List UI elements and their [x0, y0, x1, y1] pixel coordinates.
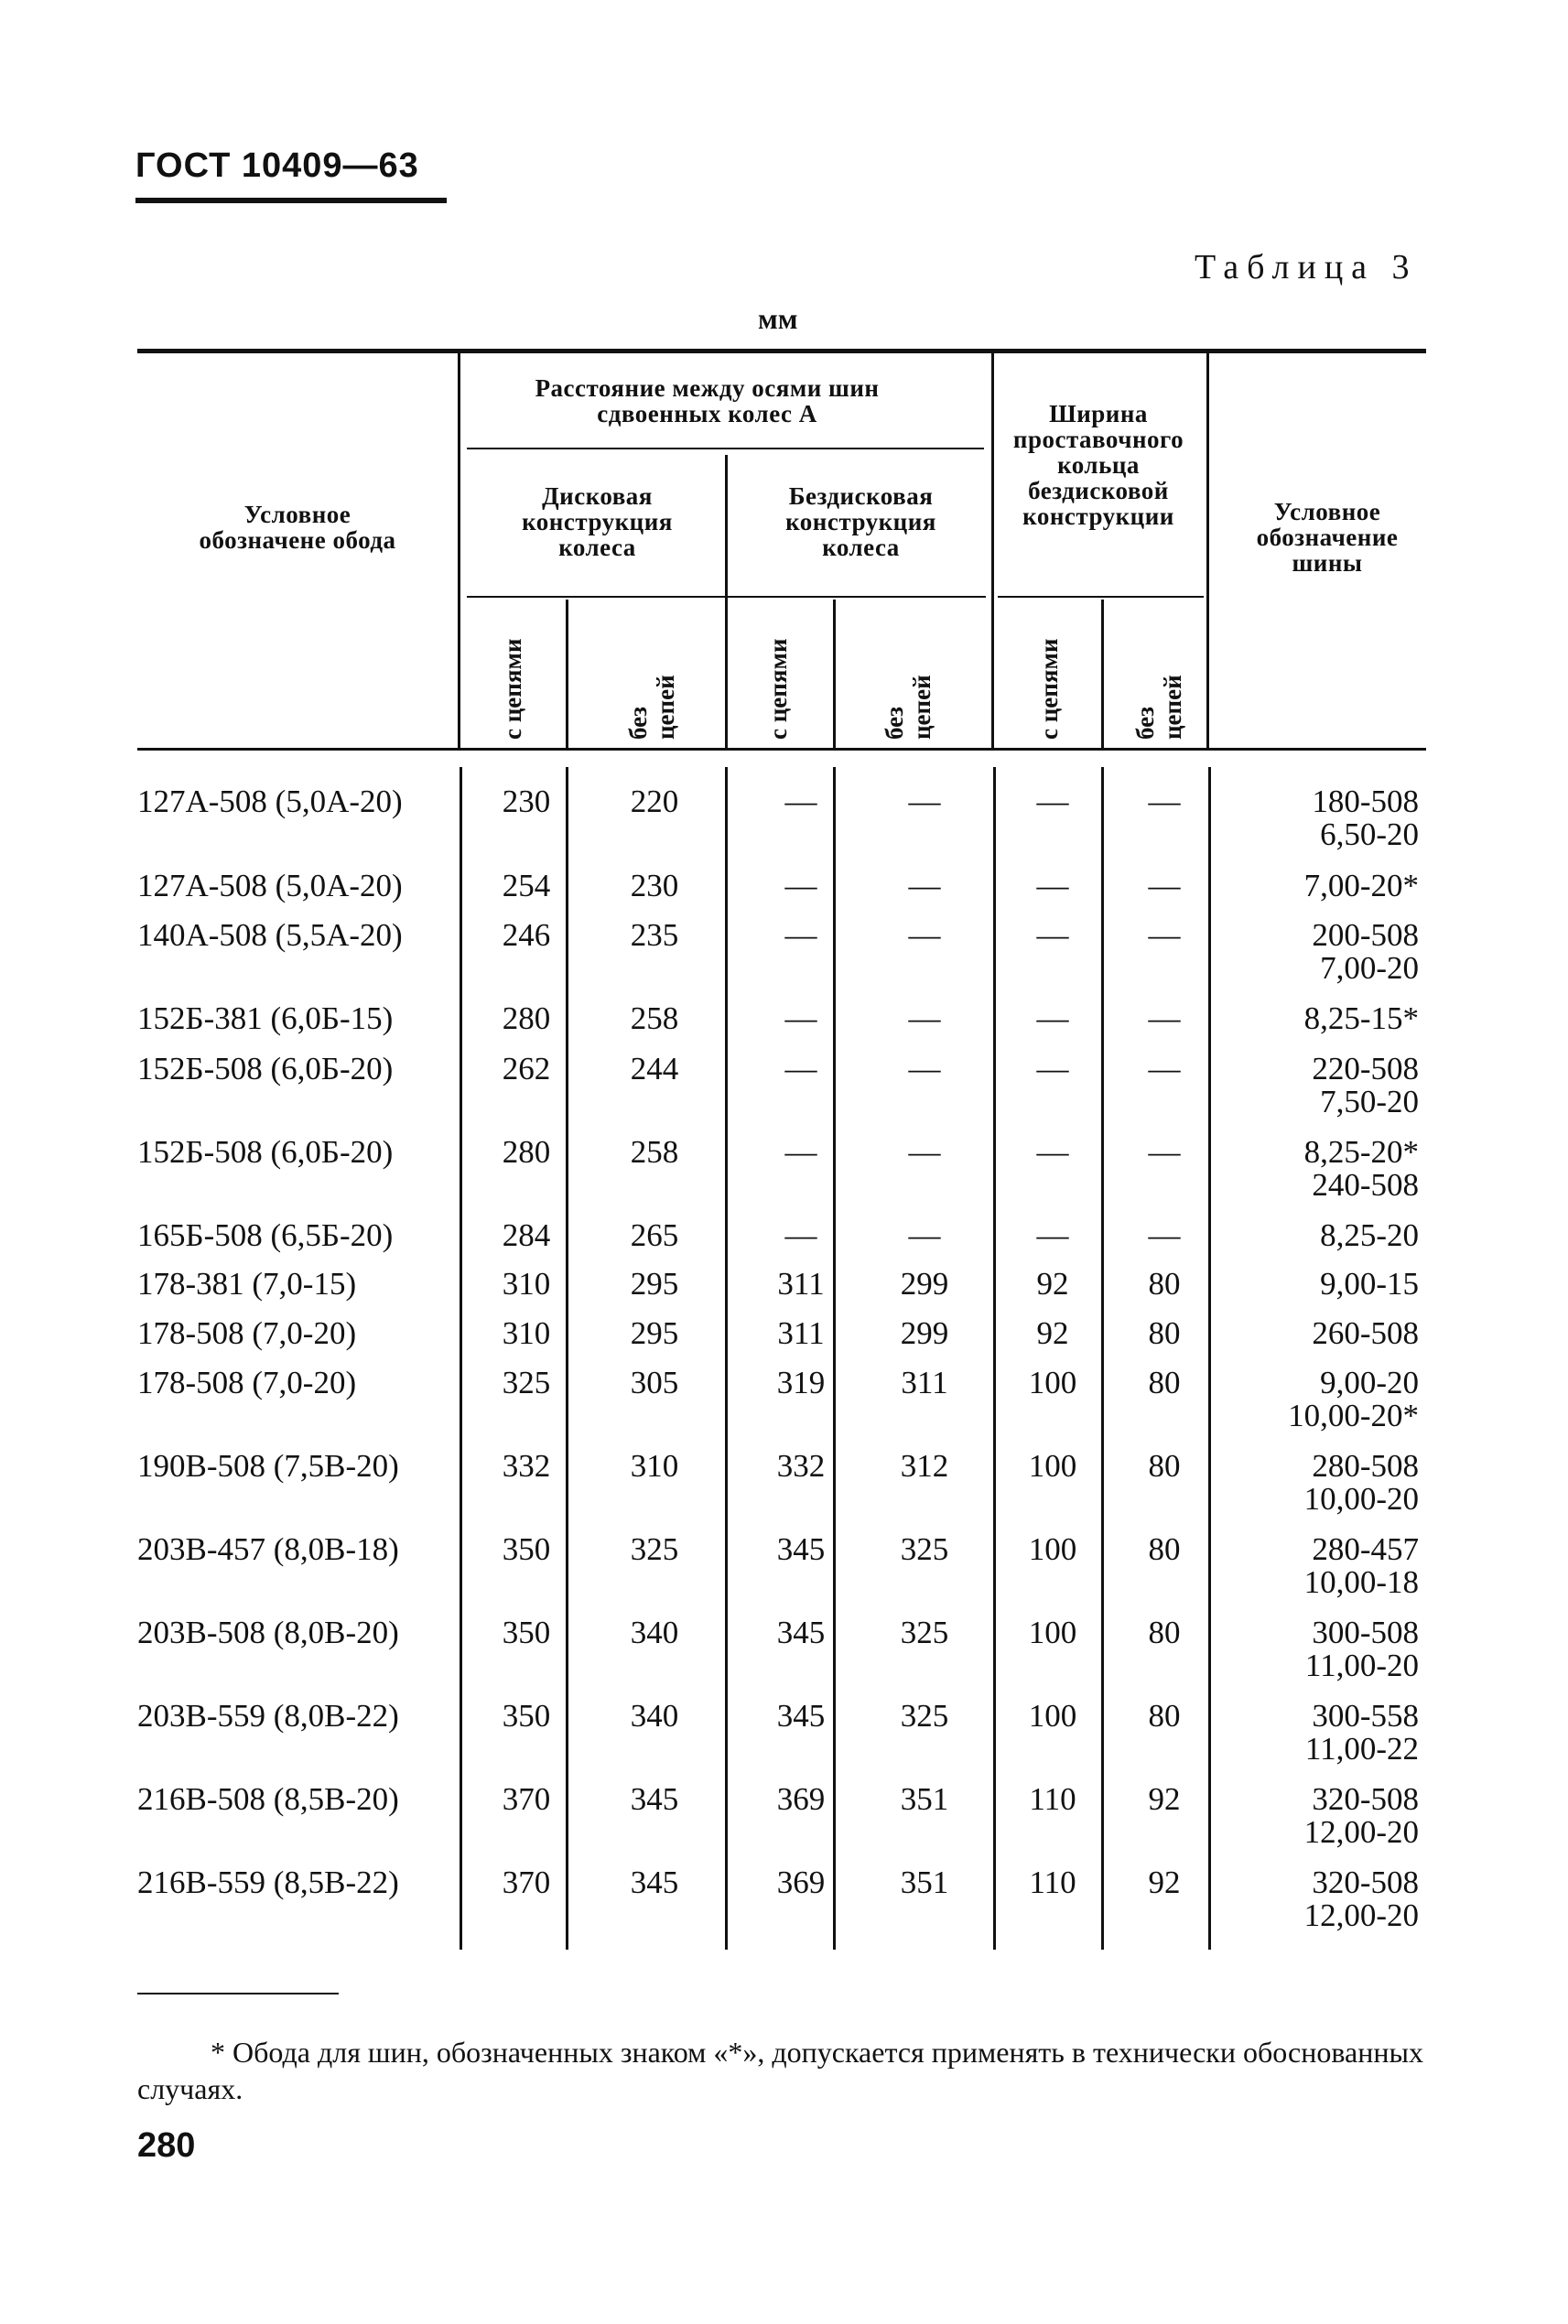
- cell-nd-without: —: [908, 1000, 941, 1036]
- cell-ring-without: 80: [1148, 1266, 1181, 1302]
- tire-designation: 320-508: [1312, 1865, 1419, 1900]
- cell-disc-without: 345: [630, 1865, 679, 1900]
- table-top-rule: [137, 349, 1426, 353]
- cell-disc-with: 280: [502, 1000, 551, 1036]
- cell-disc-without: 265: [630, 1217, 679, 1253]
- cell-nd-with: 345: [776, 1698, 826, 1734]
- header-ring-without-chains: без цепей: [1131, 675, 1186, 740]
- rim-designation: 152Б-508 (6,0Б-20): [137, 1051, 394, 1086]
- tire-designation: 11,00-22: [1304, 1731, 1419, 1767]
- cell-ring-with: —: [1036, 917, 1069, 953]
- cell-nd-without: —: [908, 917, 941, 953]
- tire-designation: 300-558: [1312, 1698, 1419, 1734]
- body-col-sep: [725, 767, 728, 1950]
- cell-nd-without: 312: [900, 1448, 949, 1484]
- cell-disc-with: 350: [502, 1615, 551, 1650]
- tire-designation: 280-457: [1312, 1531, 1419, 1567]
- col-sep: [725, 455, 728, 748]
- cell-nd-with: —: [784, 1134, 817, 1170]
- cell-ring-without: 80: [1148, 1615, 1181, 1650]
- cell-nd-without: 299: [900, 1315, 949, 1351]
- header-rule: [135, 198, 447, 203]
- cell-ring-with: —: [1036, 1000, 1069, 1036]
- cell-ring-with: —: [1036, 1134, 1069, 1170]
- cell-disc-without: 325: [630, 1531, 679, 1567]
- cell-ring-with: 100: [1028, 1615, 1077, 1650]
- cell-ring-without: 80: [1148, 1698, 1181, 1734]
- tire-designation: 8,25-20*: [1303, 1134, 1419, 1170]
- tire-designation: 300-508: [1312, 1615, 1419, 1650]
- cell-nd-without: 351: [900, 1865, 949, 1900]
- header-nd-with-chains: с цепями: [764, 638, 792, 740]
- cell-ring-with: —: [1036, 868, 1069, 903]
- rim-designation: 203В-508 (8,0В-20): [137, 1615, 399, 1650]
- tire-designation: 8,25-20: [1320, 1217, 1419, 1253]
- cell-disc-without: 230: [630, 868, 679, 903]
- cell-ring-without: 92: [1148, 1781, 1181, 1817]
- cell-ring-without: —: [1148, 1051, 1181, 1086]
- rim-designation: 178-508 (7,0-20): [137, 1315, 357, 1351]
- tire-designation: 240-508: [1312, 1167, 1419, 1203]
- tire-designation: 9,00-15: [1320, 1266, 1419, 1302]
- cell-ring-with: —: [1036, 1217, 1069, 1253]
- tire-designation: 280-508: [1312, 1448, 1419, 1484]
- cell-nd-with: —: [784, 868, 817, 903]
- rim-designation: 216В-559 (8,5В-22): [137, 1865, 399, 1900]
- cell-disc-without: 295: [630, 1266, 679, 1302]
- cell-nd-with: 345: [776, 1615, 826, 1650]
- header-bottom-rule: [137, 748, 1426, 751]
- cell-ring-with: 92: [1036, 1315, 1069, 1351]
- cell-ring-without: 80: [1148, 1448, 1181, 1484]
- cell-nd-without: —: [908, 1051, 941, 1086]
- tire-designation: 7,50-20: [1320, 1084, 1419, 1119]
- cell-disc-with: 254: [502, 868, 551, 903]
- cell-nd-with: 311: [777, 1315, 825, 1351]
- cell-ring-without: —: [1148, 784, 1181, 819]
- page-number: 280: [137, 2126, 196, 2165]
- header-discless: Бездисковая конструкция колеса: [785, 482, 936, 561]
- rim-designation: 127А-508 (5,0А-20): [137, 784, 403, 819]
- cell-nd-without: 299: [900, 1266, 949, 1302]
- cell-ring-without: 92: [1148, 1865, 1181, 1900]
- cell-nd-without: —: [908, 1217, 941, 1253]
- cell-ring-with: 110: [1029, 1865, 1076, 1900]
- cell-nd-with: 319: [776, 1365, 826, 1400]
- cell-nd-with: 369: [776, 1865, 826, 1900]
- tire-designation: 220-508: [1312, 1051, 1419, 1086]
- tire-designation: 6,50-20: [1320, 816, 1419, 852]
- standard-title: ГОСТ 10409—63: [135, 146, 419, 185]
- cell-disc-with: 370: [502, 1865, 551, 1900]
- cell-nd-with: —: [784, 1051, 817, 1086]
- footnote: * Обода для шин, обозначенных знаком «*», допускается применять в технически обоснованных случаях.: [137, 2036, 1423, 2105]
- header-tire: Условное обозначение шины: [1256, 498, 1399, 577]
- cell-disc-without: 345: [630, 1781, 679, 1817]
- cell-ring-with: 92: [1036, 1266, 1069, 1302]
- tire-designation: 11,00-20: [1304, 1648, 1419, 1683]
- cell-disc-with: 325: [502, 1365, 551, 1400]
- header-rim: Условное обозначене обода: [199, 501, 396, 554]
- cell-ring-with: 100: [1028, 1698, 1077, 1734]
- rim-designation: 190В-508 (7,5В-20): [137, 1448, 399, 1484]
- cell-disc-without: 340: [630, 1615, 679, 1650]
- cell-disc-with: 350: [502, 1698, 551, 1734]
- tire-designation: 10,00-20: [1303, 1481, 1419, 1517]
- rim-designation: 152Б-508 (6,0Б-20): [137, 1134, 394, 1170]
- cell-ring-without: 80: [1148, 1315, 1181, 1351]
- rim-designation: 178-508 (7,0-20): [137, 1365, 357, 1400]
- cell-disc-without: 340: [630, 1698, 679, 1734]
- tire-designation: 260-508: [1312, 1315, 1419, 1351]
- cell-ring-without: —: [1148, 868, 1181, 903]
- cell-disc-with: 350: [502, 1531, 551, 1567]
- tire-designation: 12,00-20: [1303, 1814, 1419, 1850]
- cell-disc-with: 246: [502, 917, 551, 953]
- cell-ring-without: —: [1148, 1134, 1181, 1170]
- cell-ring-with: 100: [1028, 1531, 1077, 1567]
- cell-disc-with: 280: [502, 1134, 551, 1170]
- cell-nd-with: —: [784, 917, 817, 953]
- tire-designation: 9,00-20: [1320, 1365, 1419, 1400]
- rim-designation: 127А-508 (5,0А-20): [137, 868, 403, 903]
- cell-disc-with: 310: [502, 1315, 551, 1351]
- col-sep: [566, 600, 568, 748]
- col-sep: [458, 353, 460, 748]
- cell-disc-without: 305: [630, 1365, 679, 1400]
- header-disc: Дисковая конструкция колеса: [522, 482, 673, 561]
- cell-disc-without: 258: [630, 1134, 679, 1170]
- cell-nd-without: —: [908, 1134, 941, 1170]
- subheader-rule: [467, 448, 984, 449]
- cell-nd-with: —: [784, 1000, 817, 1036]
- cell-nd-with: 311: [777, 1266, 825, 1302]
- tire-designation: 7,00-20*: [1303, 868, 1419, 903]
- rim-designation: 152Б-381 (6,0Б-15): [137, 1000, 394, 1036]
- cell-disc-with: 230: [502, 784, 551, 819]
- cell-nd-without: —: [908, 868, 941, 903]
- table-label: Таблица 3: [1195, 248, 1418, 286]
- subheader-rule: [998, 596, 1204, 598]
- cell-disc-without: 235: [630, 917, 679, 953]
- cell-disc-with: 262: [502, 1051, 551, 1086]
- cell-nd-with: 345: [776, 1531, 826, 1567]
- cell-ring-with: —: [1036, 784, 1069, 819]
- cell-nd-without: 311: [901, 1365, 948, 1400]
- unit-label: мм: [758, 302, 798, 335]
- cell-nd-without: 351: [900, 1781, 949, 1817]
- tire-designation: 8,25-15*: [1303, 1000, 1419, 1036]
- rim-designation: 140А-508 (5,5А-20): [137, 917, 403, 953]
- cell-nd-with: 369: [776, 1781, 826, 1817]
- tire-designation: 320-508: [1312, 1781, 1419, 1817]
- rim-designation: 203В-559 (8,0В-22): [137, 1698, 399, 1734]
- header-ring-width: Ширина проставочного кольца бездисковой конструкции: [1012, 400, 1184, 530]
- header-nd-without-chains: без цепей: [881, 675, 935, 740]
- cell-disc-with: 284: [502, 1217, 551, 1253]
- tire-designation: 12,00-20: [1303, 1897, 1419, 1933]
- cell-ring-with: 110: [1029, 1781, 1076, 1817]
- tire-designation: 7,00-20: [1320, 950, 1419, 986]
- header-disc-with-chains: с цепями: [499, 638, 526, 740]
- cell-nd-without: 325: [900, 1615, 949, 1650]
- tire-designation: 10,00-20*: [1288, 1398, 1419, 1433]
- cell-ring-with: —: [1036, 1051, 1069, 1086]
- subheader-rule: [467, 596, 986, 598]
- cell-disc-with: 332: [502, 1448, 551, 1484]
- cell-nd-without: 325: [900, 1531, 949, 1567]
- rim-designation: 165Б-508 (6,5Б-20): [137, 1217, 394, 1253]
- header-disc-without-chains: без цепей: [624, 675, 679, 740]
- cell-nd-with: 332: [776, 1448, 826, 1484]
- cell-disc-with: 310: [502, 1266, 551, 1302]
- cell-disc-without: 258: [630, 1000, 679, 1036]
- cell-disc-without: 220: [630, 784, 679, 819]
- cell-ring-without: —: [1148, 917, 1181, 953]
- cell-disc-without: 244: [630, 1051, 679, 1086]
- col-sep: [833, 600, 836, 748]
- rim-designation: 216В-508 (8,5В-20): [137, 1781, 399, 1817]
- cell-nd-with: —: [784, 1217, 817, 1253]
- cell-ring-without: 80: [1148, 1365, 1181, 1400]
- tire-designation: 200-508: [1312, 917, 1419, 953]
- tire-designation: 180-508: [1312, 784, 1419, 819]
- cell-nd-without: —: [908, 784, 941, 819]
- header-ring-with-chains: с цепями: [1035, 638, 1063, 740]
- cell-ring-with: 100: [1028, 1448, 1077, 1484]
- header-distance-group: Расстояние между осями шин сдвоенных колес А: [535, 374, 880, 427]
- cell-nd-with: —: [784, 784, 817, 819]
- rim-designation: 178-381 (7,0-15): [137, 1266, 357, 1302]
- body-col-sep: [993, 767, 996, 1950]
- cell-ring-without: —: [1148, 1217, 1181, 1253]
- cell-disc-without: 310: [630, 1448, 679, 1484]
- tire-designation: 10,00-18: [1303, 1564, 1419, 1600]
- cell-disc-without: 295: [630, 1315, 679, 1351]
- col-sep: [1101, 600, 1104, 748]
- cell-disc-with: 370: [502, 1781, 551, 1817]
- footnote-rule: [137, 1993, 339, 1994]
- rim-designation: 203В-457 (8,0В-18): [137, 1531, 399, 1567]
- cell-nd-without: 325: [900, 1698, 949, 1734]
- cell-ring-with: 100: [1028, 1365, 1077, 1400]
- cell-ring-without: 80: [1148, 1531, 1181, 1567]
- cell-ring-without: —: [1148, 1000, 1181, 1036]
- body-col-sep: [460, 767, 462, 1950]
